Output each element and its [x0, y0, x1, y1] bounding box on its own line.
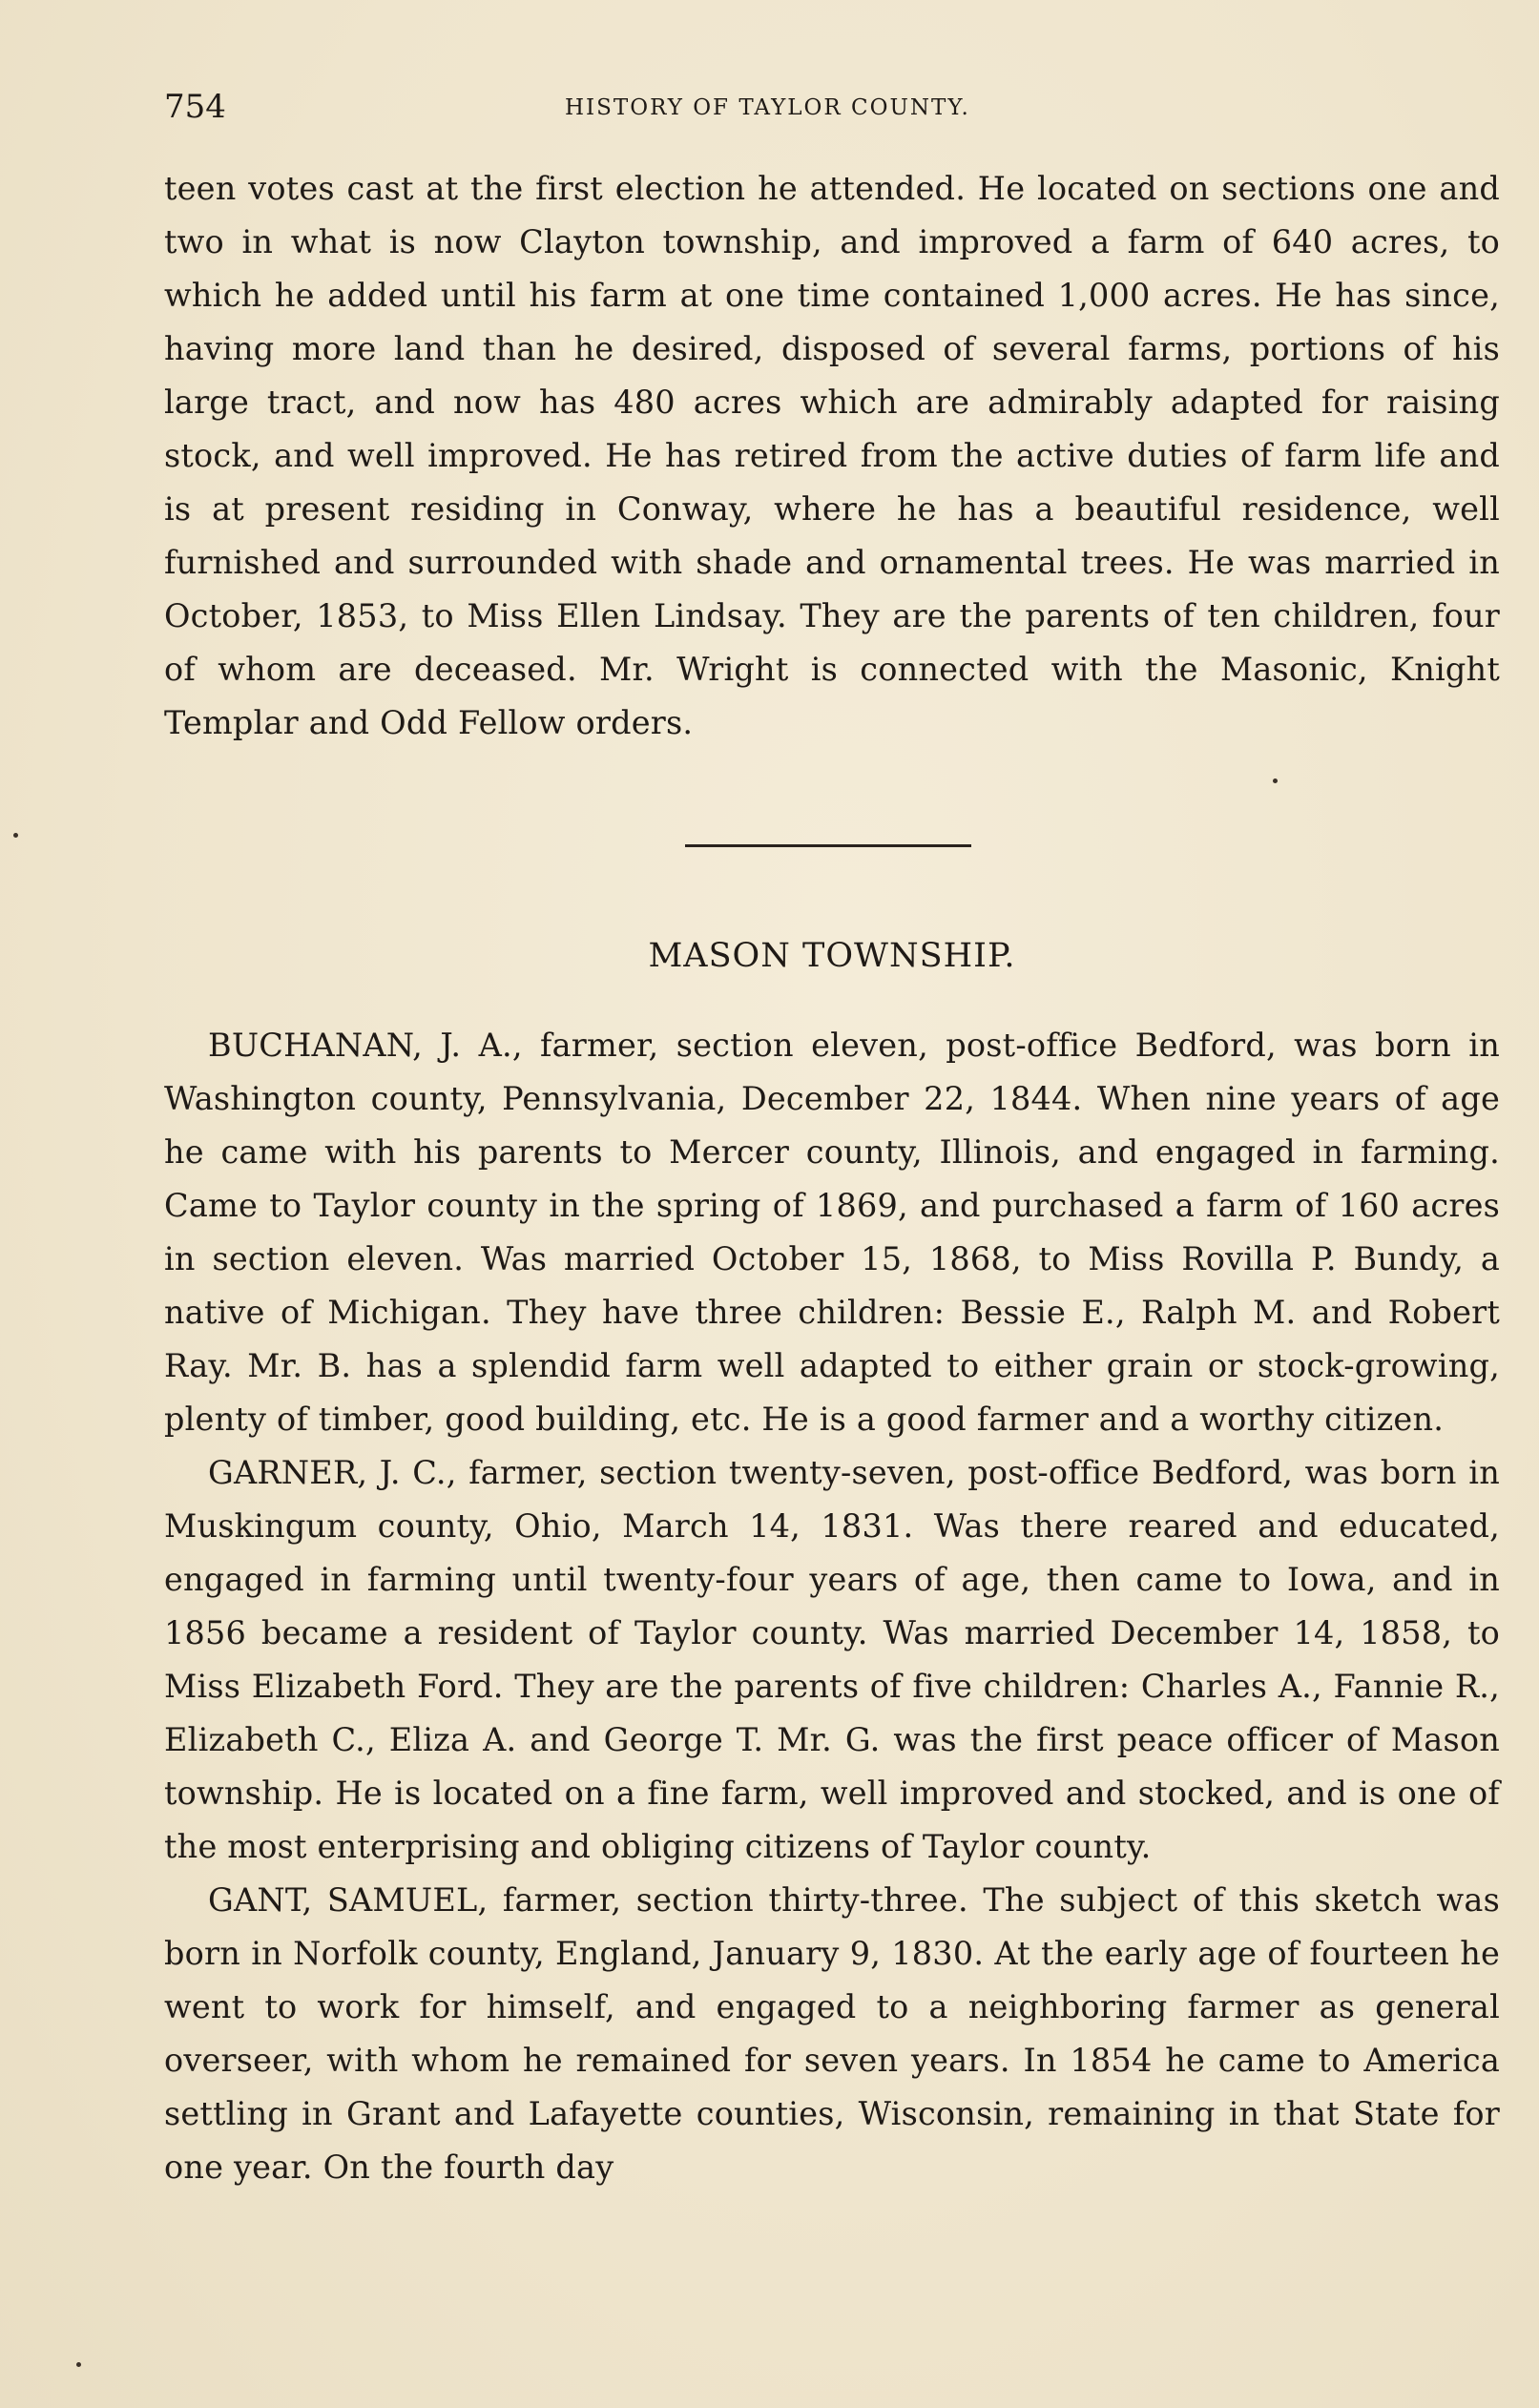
page-number: 754	[164, 88, 226, 126]
continuation-paragraph: teen votes cast at the first election he attended. He located on sections one and two in what is now Clayton township, and improved a farm of 640 acres, to which he added until his farm at one time contained 1,000 acres. He has since, having more land than he desired, disposed of several farms, portions of his large tract, and now has 480 acres which are admirably adapted for raising stock, and well improved. He has retired from the active duties of farm life and is at present residing in Conway, where he has a beautiful residence, well furnished and surrounded with shade and ornamental trees. He was married in October, 1853, to Miss Ellen Lindsay. They are the parents of ten children, four of whom are deceased. Mr. Wright is connected with the Masonic, Knight Templar and Odd Fellow orders.	[164, 170, 1500, 741]
section-divider	[685, 844, 971, 847]
running-title: HISTORY OF TAYLOR COUNTY.	[565, 95, 970, 120]
continuation-block	[164, 162, 1500, 750]
paper-speck	[13, 833, 18, 838]
section-heading: MASON TOWNSHIP.	[648, 937, 1016, 975]
entry-gant: GANT, SAMUEL, farmer, section thirty-three. The subject of this sketch was born in Norfolk county, England, January 9, 1830. At the early age of fourteen he went to work for himself, and engaged to a neighboring farmer as general overseer, with whom he remained for seven years. In 1854 he came to America settling in Grant and Lafayette counties, Wisconsin, remaining in that State for one year. On the fourth day	[164, 1881, 1500, 2186]
paper-speck	[1273, 778, 1278, 783]
entries-block	[164, 1019, 1500, 2194]
entry-garner: GARNER, J. C., farmer, section twenty-seven, post-office Bedford, was born in Muskingum county, Ohio, March 14, 1831. Was there reared and educated, engaged in farming until twenty-four years of age, then came to Iowa, and in 1856 became a resident of Taylor county. Was married December 14, 1858, to Miss Elizabeth Ford. They are the parents of five children: Charles A., Fannie R., Elizabeth C., Eliza A. and George T. Mr. G. was the first peace officer of Mason township. He is located on a fine farm, well improved and stocked, and is one of the most enterprising and obliging citizens of Taylor county.	[164, 1454, 1500, 1865]
paper-speck	[76, 2362, 81, 2367]
entry-buchanan: BUCHANAN, J. A., farmer, section eleven, post-office Bedford, was born in Washington county, Pennsylvania, December 22, 1844. When nine years of age he came with his parents to Mercer county, Illinois, and engaged in farming. Came to Taylor county in the spring of 1869, and purchased a farm of 160 acres in section eleven. Was married October 15, 1868, to Miss Rovilla P. Bundy, a native of Michigan. They have three children: Bessie E., Ralph M. and Robert Ray. Mr. B. has a splendid farm well adapted to either grain or stock-growing, plenty of timber, good building, etc. He is a good farmer and a worthy citizen.	[164, 1027, 1500, 1438]
running-head	[164, 88, 1500, 126]
